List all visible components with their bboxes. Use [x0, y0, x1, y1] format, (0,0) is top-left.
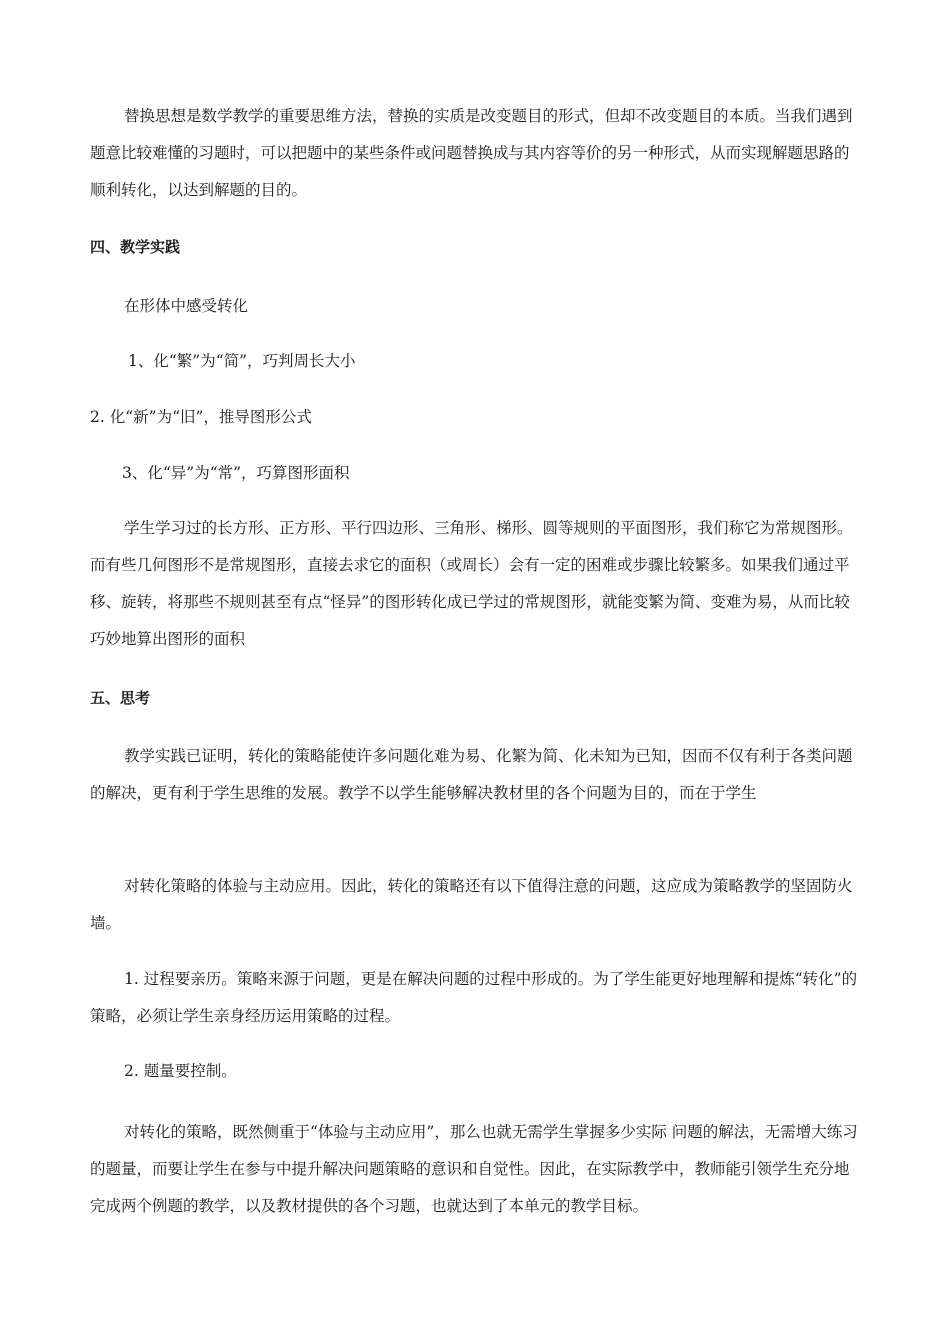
section-heading-teaching-practice: 四、教学实践	[90, 238, 181, 256]
list-item-perimeter: 1、化“繁”为“简”，巧判周长大小	[128, 352, 356, 370]
section-heading-reflection: 五、思考	[90, 689, 151, 707]
paragraph-question-control: 2. 题量要控制。	[124, 1062, 237, 1080]
paragraph-strategy-application: 对转化的策略，既然侧重于“体验与主动应用”，那么也就无需学生掌握多少实际 问题的解法，无需增大练习的题量，而要让学生在参与中提升解决问题策略的意识和自觉性。因此，在实际教学中，教师能引领学生充分地完成两个例题的教学，以及教材提供的各个习题，也就达到了本单元的教学目标。	[90, 1123, 858, 1215]
paragraph-substitution-thinking: 替换思想是数学教学的重要思维方法，替换的实质是改变题目的形式，但却不改变题目的本质。当我们遇到题意比较难懂的习题时，可以把题中的某些条件或问题替换成与其内容等价的另一种形式，从而实现解题思路的顺利转化，以达到解题的目的。	[90, 107, 853, 199]
list-item-area: 3、化“异”为“常”，巧算图形面积	[122, 464, 350, 482]
paragraph-shape-transformation: 在形体中感受转化	[124, 297, 249, 315]
paragraph-strategy-experience: 对转化策略的体验与主动应用。因此，转化的策略还有以下值得注意的问题，这应成为策略教学的坚固防火墙。	[90, 877, 853, 932]
paragraph-regular-shapes: 学生学习过的长方形、正方形、平行四边形、三角形、梯形、圆等规则的平面图形，我们称它为常规图形。而有些几何图形不是常规图形，直接去求它的面积（或周长）会有一定的困难或步骤比较繁多。如果我们通过平移、旋转，将那些不规则甚至有点“怪异”的图形转化成已学过的常规图形，就能变繁为简、变难为易，从而比较巧妙地算出图形的面积	[90, 519, 853, 648]
paragraph-process-experience: 1. 过程要亲历。策略来源于问题，更是在解决问题的过程中形成的。为了学生能更好地理解和提炼“转化”的策略，必须让学生亲身经历运用策略的过程。	[90, 970, 858, 1025]
list-item-formula: 2. 化“新”为“旧”，推导图形公式	[90, 408, 312, 426]
paragraph-teaching-proven: 教学实践已证明，转化的策略能使许多问题化难为易、化繁为简、化未知为已知，因而不仅有利于各类问题的解决，更有利于学生思维的发展。教学不以学生能够解决教材里的各个问题为目的，而在于学生	[90, 747, 853, 802]
